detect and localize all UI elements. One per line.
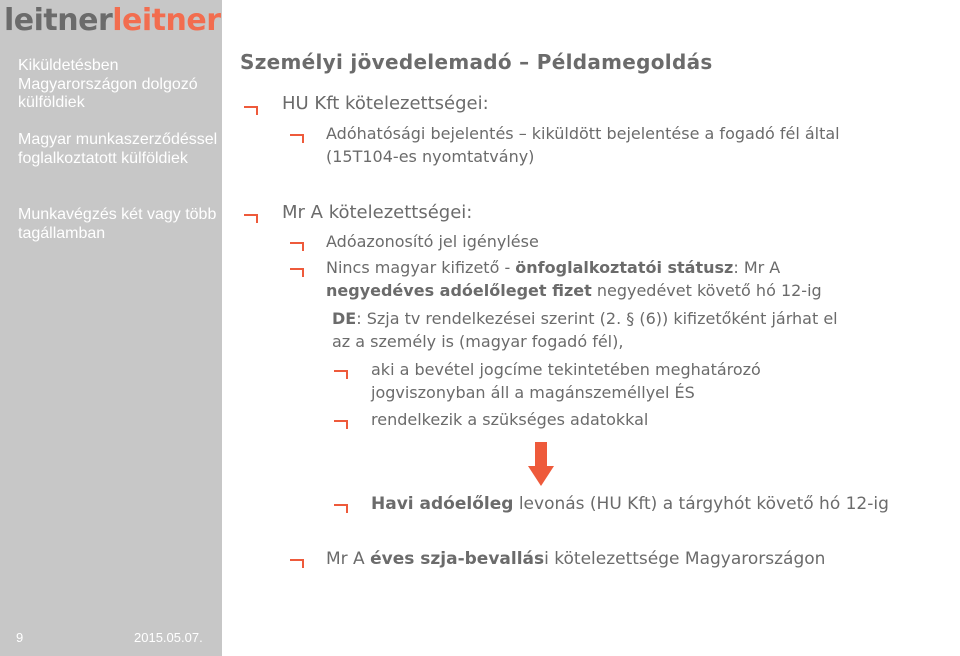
hu-kft-item-line2: (15T104-es nyomtatvány) xyxy=(326,147,535,166)
sub-item-adatok: rendelkezik a szükséges adatokkal xyxy=(371,410,649,429)
bullet-icon xyxy=(244,106,258,115)
annual-szja-bevallas: Mr A éves szja-bevallási kötelezettsége Magyarországon xyxy=(326,549,826,569)
mra-item-kifizeto: Nincs magyar kifizető - önfoglalkoztatói státusz: Mr A xyxy=(326,258,781,277)
sidebar-item-munkaszerzodes[interactable]: Magyar munkaszerződéssel foglalkoztatott külföldiek xyxy=(18,131,218,167)
bullet-icon xyxy=(334,370,348,379)
sub-item-jogcim-line2: jogviszonyban áll a magánszeméllyel ÉS xyxy=(371,383,695,402)
down-arrow-icon xyxy=(528,442,554,486)
bullet-icon xyxy=(334,420,348,429)
bullet-icon xyxy=(290,242,304,251)
sidebar xyxy=(0,0,222,656)
bullet-icon xyxy=(290,134,304,143)
bullet-icon xyxy=(334,504,348,513)
de-line2: az a személy is (magyar fogadó fél), xyxy=(332,332,624,351)
mra-heading: Mr A kötelezettségei: xyxy=(282,202,473,223)
sidebar-item-kikuldetes[interactable]: Kiküldetésben Magyarországon dolgozó külföldiek xyxy=(18,57,198,111)
result-havi-adoeloleg: Havi adóelőleg levonás (HU Kft) a tárgyhót követő hó 12-ig xyxy=(371,494,889,514)
mra-item-adoazonosito: Adóazonosító jel igénylése xyxy=(326,232,539,251)
de-line1: DE: Szja tv rendelkezései szerint (2. § (6)) kifizetőként járhat el xyxy=(332,309,838,328)
leitner-logo: leitnerleitner xyxy=(4,3,221,38)
slide-date: 2015.05.07. xyxy=(134,630,203,645)
hu-kft-item-line1: Adóhatósági bejelentés – kiküldött bejelentése a fogadó fél által xyxy=(326,124,840,143)
sidebar-item-ket-tagallam[interactable]: Munkavégzés két vagy több tagállamban xyxy=(18,206,217,242)
bullet-icon xyxy=(244,214,258,223)
page-number: 9 xyxy=(16,630,24,645)
bullet-icon xyxy=(290,559,304,568)
bullet-icon xyxy=(290,268,304,277)
slide-title: Személyi jövedelemadó – Példamegoldás xyxy=(240,50,713,74)
sub-item-jogcim-line1: aki a bevétel jogcíme tekintetében meghatározó xyxy=(371,360,761,379)
mra-item-kifizeto-line2: negyedéves adóelőleget fizet negyedévet követő hó 12-ig xyxy=(326,281,822,300)
hu-kft-heading: HU Kft kötelezettségei: xyxy=(282,93,489,114)
